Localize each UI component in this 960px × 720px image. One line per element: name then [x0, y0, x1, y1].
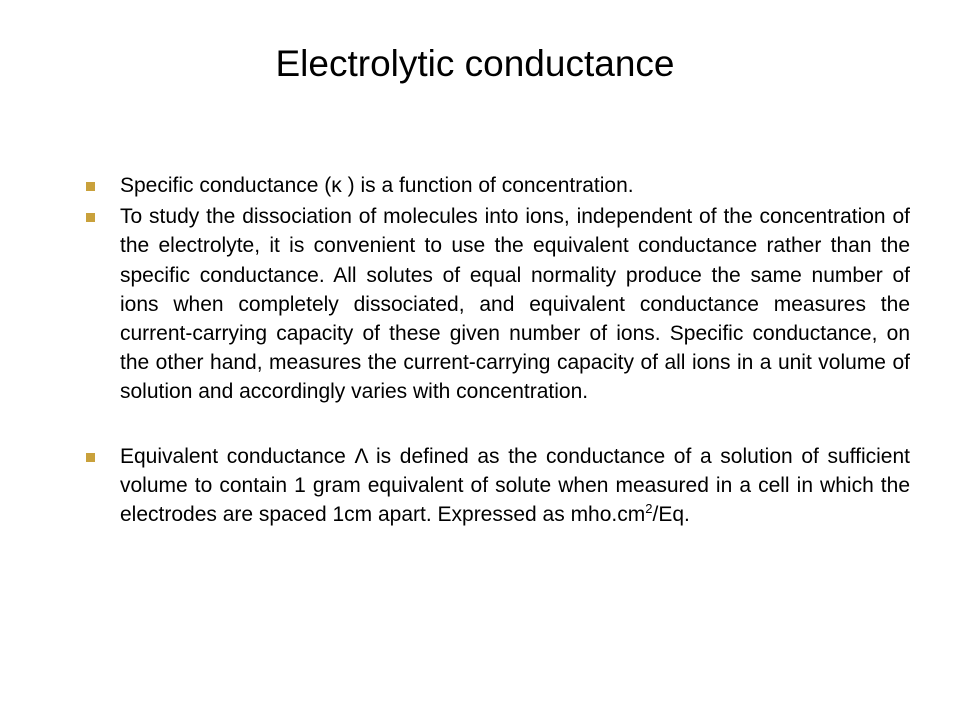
square-bullet-icon [86, 182, 95, 191]
bullet-text: Specific conductance (κ ) is a function of concentration. [120, 174, 634, 197]
bullet-text: Equivalent conductance Λ is defined as the conductance of a solution of sufficient volume to contain 1 gram equivalent of solute when measured in a cell in which the electrodes are spaced 1cm apart. Expressed as mho.cm [120, 444, 910, 527]
bullet-item-dissociation [86, 202, 910, 406]
superscript-exponent: 2 [645, 501, 653, 517]
bullet-text-suffix: /Eq. [652, 503, 690, 527]
bullet-text: To study the dissociation of molecules into ions, independent of the concentration of the electrolyte, it is convenient to use the equivalent conductance rather than the specific conductance. All solutes of equal normality produce the same number of ions when completely dissociated, and equivalent conductance measures the current-carrying capacity of these given number of ions. Specific conductance, on the other hand, measures the current-carrying capacity of all ions in a unit volume of solution and accordingly varies with concentration. [120, 205, 910, 404]
bullet-list [86, 171, 910, 529]
square-bullet-icon [86, 213, 95, 222]
slide-title: Electrolytic conductance [275, 43, 675, 84]
bullet-item-equivalent-conductance [86, 442, 910, 530]
bullet-item-specific-conductance [86, 171, 910, 200]
square-bullet-icon [86, 453, 95, 462]
